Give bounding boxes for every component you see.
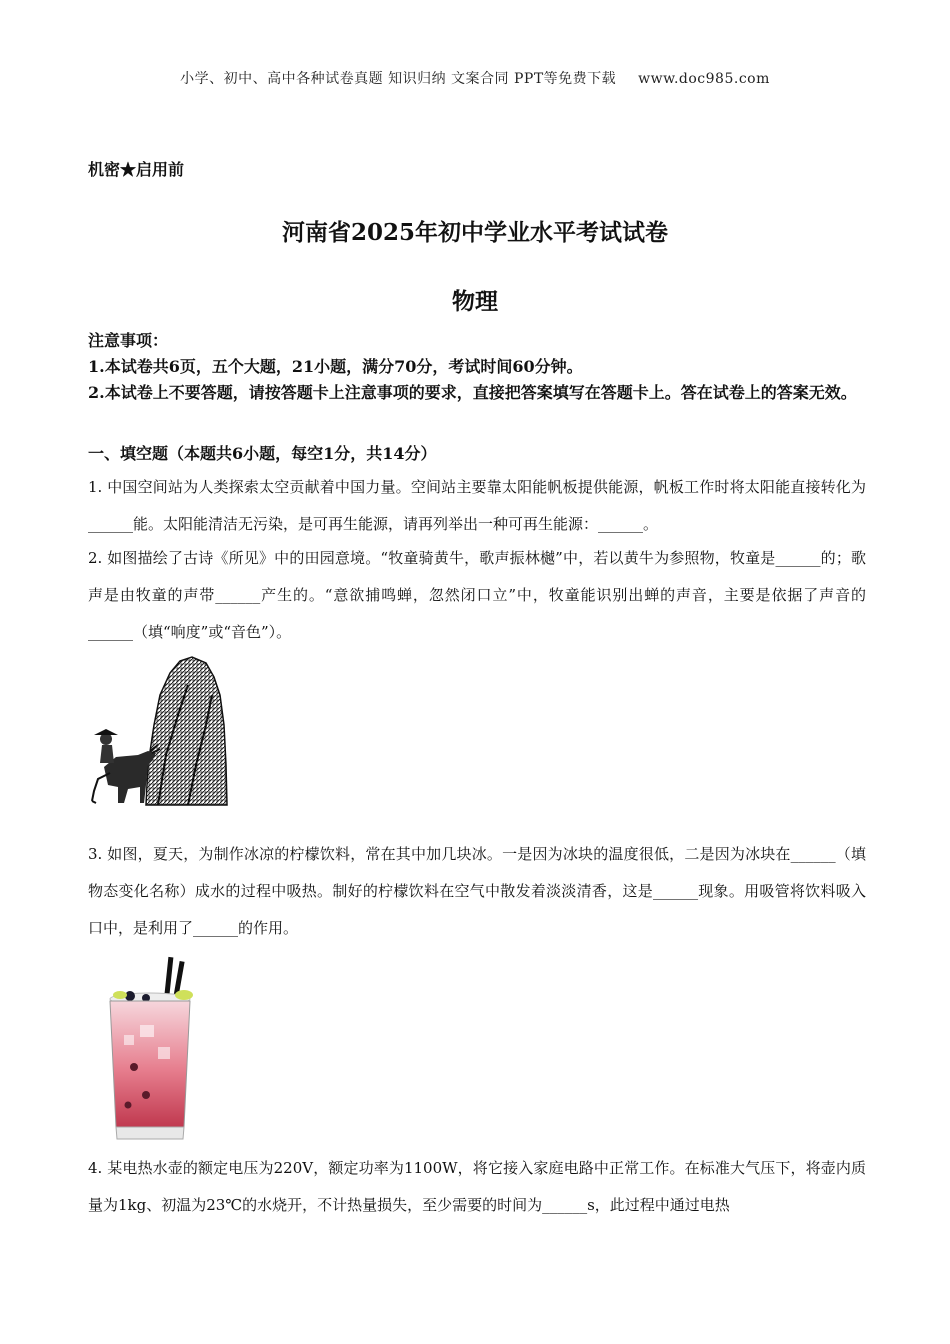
- question-3: [88, 836, 866, 947]
- question-4: [88, 1150, 866, 1224]
- lemonade-illustration: [100, 955, 200, 1145]
- section-heading: 一、填空题（本题共6小题，每空1分，共14分）: [88, 444, 437, 463]
- notice-item-1: 1.本试卷共6页，五个大题，21小题，满分70分，考试时间60分钟。: [88, 357, 583, 376]
- question-1-text: 1. 中国空间站为人类探索太空贡献着中国力量。空间站主要靠太阳能帆板提供能源，帆板工作时将太阳能直接转化为______能。太阳能清洁无污染，是可再生能源，请再列举出一种可再生能源：______。: [88, 478, 866, 533]
- question-1: [88, 469, 866, 543]
- question-2: [88, 540, 866, 651]
- question-4-text: 4. 某电热水壶的额定电压为220V，额定功率为1100W，将它接入家庭电路中正常工作。在标准大气压下，将壶内质量为1kg、初温为23℃的水烧开，不计热量损失，至少需要的时间为______s，此过程中通过电热: [88, 1159, 866, 1214]
- header-site[interactable]: www.doc985.com: [638, 71, 770, 87]
- cowherd-illustration: [88, 655, 228, 807]
- secret-label: 机密★启用前: [88, 160, 185, 179]
- notice-heading: 注意事项：: [88, 331, 169, 350]
- page-header: [0, 68, 950, 88]
- question-2-text: 2. 如图描绘了古诗《所见》中的田园意境。“牧童骑黄牛，歌声振林樾”中，若以黄牛为参照物，牧童是______的；歌声是由牧童的声带______产生的。“意欲捕鸣蝉，忽然闭口立”中，牧童能识别出蝉的声音，主要是依据了声音的______（填“响度”或“音色”）。: [88, 549, 866, 641]
- header-text: 小学、初中、高中各种试卷真题 知识归纳 文案合同 PPT等免费下载: [180, 71, 617, 87]
- notice-item-2: 2.本试卷上不要答题，请按答题卡上注意事项的要求，直接把答案填写在答题卡上。答在试卷上的答案无效。: [88, 383, 857, 402]
- notice-block: [88, 328, 863, 406]
- question-3-text: 3. 如图，夏天，为制作冰凉的柠檬饮料，常在其中加几块冰。一是因为冰块的温度很低，二是因为冰块在______（填物态变化名称）成水的过程中吸热。制好的柠檬饮料在空气中散发着淡淡清香，这是______现象。用吸管将饮料吸入口中，是利用了______的作用。: [88, 845, 866, 937]
- subject-title: 物理: [452, 288, 498, 315]
- exam-title: 河南省2025年初中学业水平考试试卷: [281, 219, 668, 246]
